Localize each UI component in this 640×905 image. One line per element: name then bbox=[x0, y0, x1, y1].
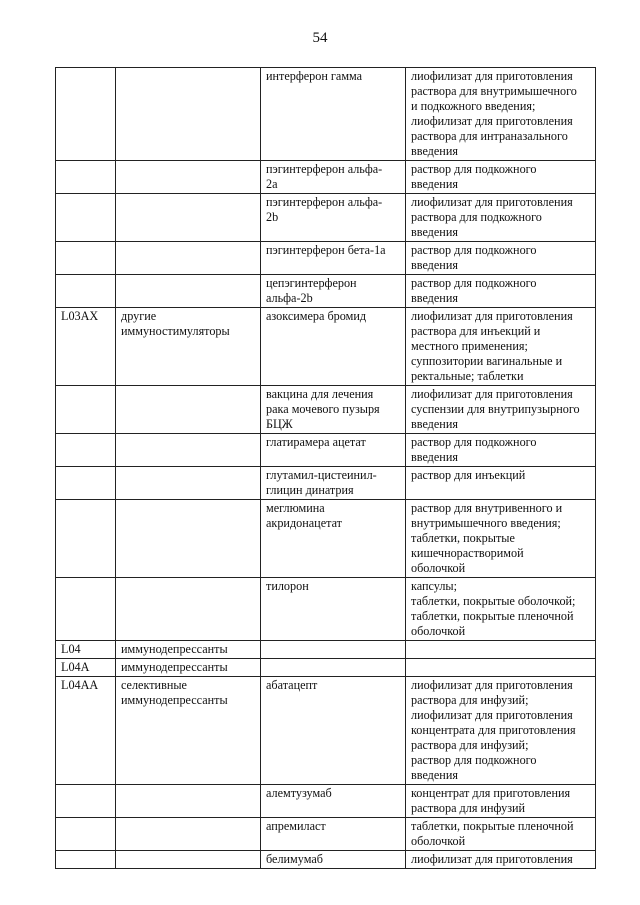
atc-code-cell bbox=[56, 500, 116, 578]
group-name-cell bbox=[116, 242, 261, 275]
drug-name-cell: азоксимера бромид bbox=[261, 308, 406, 386]
drug-name-cell bbox=[261, 641, 406, 659]
atc-code-cell: L04 bbox=[56, 641, 116, 659]
atc-code-cell bbox=[56, 467, 116, 500]
dosage-forms-cell: таблетки, покрытые пленочной оболочкой bbox=[406, 818, 596, 851]
table-row bbox=[56, 242, 596, 275]
table-row bbox=[56, 467, 596, 500]
drug-name-cell: цепэгинтерферон альфа-2b bbox=[261, 275, 406, 308]
dosage-forms-cell: лиофилизат для приготовления суспензии для внутрипузырного введения bbox=[406, 386, 596, 434]
dosage-forms-cell bbox=[406, 659, 596, 677]
group-name-cell bbox=[116, 68, 261, 161]
group-name-cell bbox=[116, 467, 261, 500]
atc-code-cell bbox=[56, 161, 116, 194]
atc-code-cell bbox=[56, 818, 116, 851]
group-name-cell bbox=[116, 818, 261, 851]
dosage-forms-cell: капсулы; таблетки, покрытые оболочкой; таблетки, покрытые пленочной оболочкой bbox=[406, 578, 596, 641]
dosage-forms-cell: раствор для подкожного введения bbox=[406, 275, 596, 308]
drug-name-cell: белимумаб bbox=[261, 851, 406, 869]
dosage-forms-cell: раствор для инъекций bbox=[406, 467, 596, 500]
page-number: 54 bbox=[312, 30, 328, 46]
table-row bbox=[56, 161, 596, 194]
dosage-forms-cell: лиофилизат для приготовления раствора для инфузий; лиофилизат для приготовления концентрата для приготовления раствора для инфузий; раствор для подкожного введения bbox=[406, 677, 596, 785]
drug-name-cell: апремиласт bbox=[261, 818, 406, 851]
table-row bbox=[56, 641, 596, 659]
table-row bbox=[56, 659, 596, 677]
group-name-cell bbox=[116, 578, 261, 641]
table-row bbox=[56, 308, 596, 386]
drug-name-cell: вакцина для лечения рака мочевого пузыря БЦЖ bbox=[261, 386, 406, 434]
table-row bbox=[56, 434, 596, 467]
atc-code-cell bbox=[56, 434, 116, 467]
dosage-forms-cell: раствор для внутривенного и внутримышечного введения; таблетки, покрытые кишечнорастворимой оболочкой bbox=[406, 500, 596, 578]
drug-name-cell: тилорон bbox=[261, 578, 406, 641]
table-row bbox=[56, 851, 596, 869]
drug-name-cell: пэгинтерферон альфа- 2a bbox=[261, 161, 406, 194]
dosage-forms-cell: лиофилизат для приготовления раствора для внутримышечного и подкожного введения; лиофилизат для приготовления раствора для интраназального введения bbox=[406, 68, 596, 161]
dosage-forms-cell bbox=[406, 641, 596, 659]
drug-table bbox=[55, 67, 596, 869]
atc-code-cell: L04AA bbox=[56, 677, 116, 785]
group-name-cell: другие иммуностимуляторы bbox=[116, 308, 261, 386]
drug-name-cell: пэгинтерферон альфа- 2b bbox=[261, 194, 406, 242]
atc-code-cell bbox=[56, 851, 116, 869]
group-name-cell bbox=[116, 275, 261, 308]
atc-code-cell bbox=[56, 578, 116, 641]
drug-name-cell: глутамил-цистеинил- глицин динатрия bbox=[261, 467, 406, 500]
table-row bbox=[56, 677, 596, 785]
atc-code-cell: L04A bbox=[56, 659, 116, 677]
table-row bbox=[56, 578, 596, 641]
dosage-forms-cell: раствор для подкожного введения bbox=[406, 242, 596, 275]
table-row bbox=[56, 818, 596, 851]
drug-table-body bbox=[56, 68, 596, 869]
group-name-cell bbox=[116, 161, 261, 194]
table-row bbox=[56, 386, 596, 434]
group-name-cell bbox=[116, 386, 261, 434]
drug-name-cell: абатацепт bbox=[261, 677, 406, 785]
atc-code-cell bbox=[56, 68, 116, 161]
drug-name-cell: алемтузумаб bbox=[261, 785, 406, 818]
atc-code-cell bbox=[56, 785, 116, 818]
dosage-forms-cell: лиофилизат для приготовления раствора для инъекций и местного применения; суппозитории вагинальные и ректальные; таблетки bbox=[406, 308, 596, 386]
dosage-forms-cell: раствор для подкожного введения bbox=[406, 434, 596, 467]
dosage-forms-cell: концентрат для приготовления раствора для инфузий bbox=[406, 785, 596, 818]
group-name-cell bbox=[116, 785, 261, 818]
dosage-forms-cell: лиофилизат для приготовления bbox=[406, 851, 596, 869]
group-name-cell: иммунодепрессанты bbox=[116, 641, 261, 659]
atc-code-cell bbox=[56, 386, 116, 434]
table-row bbox=[56, 275, 596, 308]
group-name-cell: иммунодепрессанты bbox=[116, 659, 261, 677]
atc-code-cell: L03AX bbox=[56, 308, 116, 386]
table-row bbox=[56, 785, 596, 818]
dosage-forms-cell: раствор для подкожного введения bbox=[406, 161, 596, 194]
drug-name-cell: глатирамера ацетат bbox=[261, 434, 406, 467]
group-name-cell bbox=[116, 434, 261, 467]
group-name-cell bbox=[116, 851, 261, 869]
group-name-cell bbox=[116, 194, 261, 242]
atc-code-cell bbox=[56, 194, 116, 242]
group-name-cell bbox=[116, 500, 261, 578]
atc-code-cell bbox=[56, 242, 116, 275]
atc-code-cell bbox=[56, 275, 116, 308]
drug-name-cell: меглюмина акридонацетат bbox=[261, 500, 406, 578]
drug-name-cell bbox=[261, 659, 406, 677]
table-row bbox=[56, 500, 596, 578]
dosage-forms-cell: лиофилизат для приготовления раствора для подкожного введения bbox=[406, 194, 596, 242]
drug-name-cell: интерферон гамма bbox=[261, 68, 406, 161]
group-name-cell: селективные иммунодепрессанты bbox=[116, 677, 261, 785]
table-row bbox=[56, 194, 596, 242]
table-row bbox=[56, 68, 596, 161]
drug-name-cell: пэгинтерферон бета-1a bbox=[261, 242, 406, 275]
